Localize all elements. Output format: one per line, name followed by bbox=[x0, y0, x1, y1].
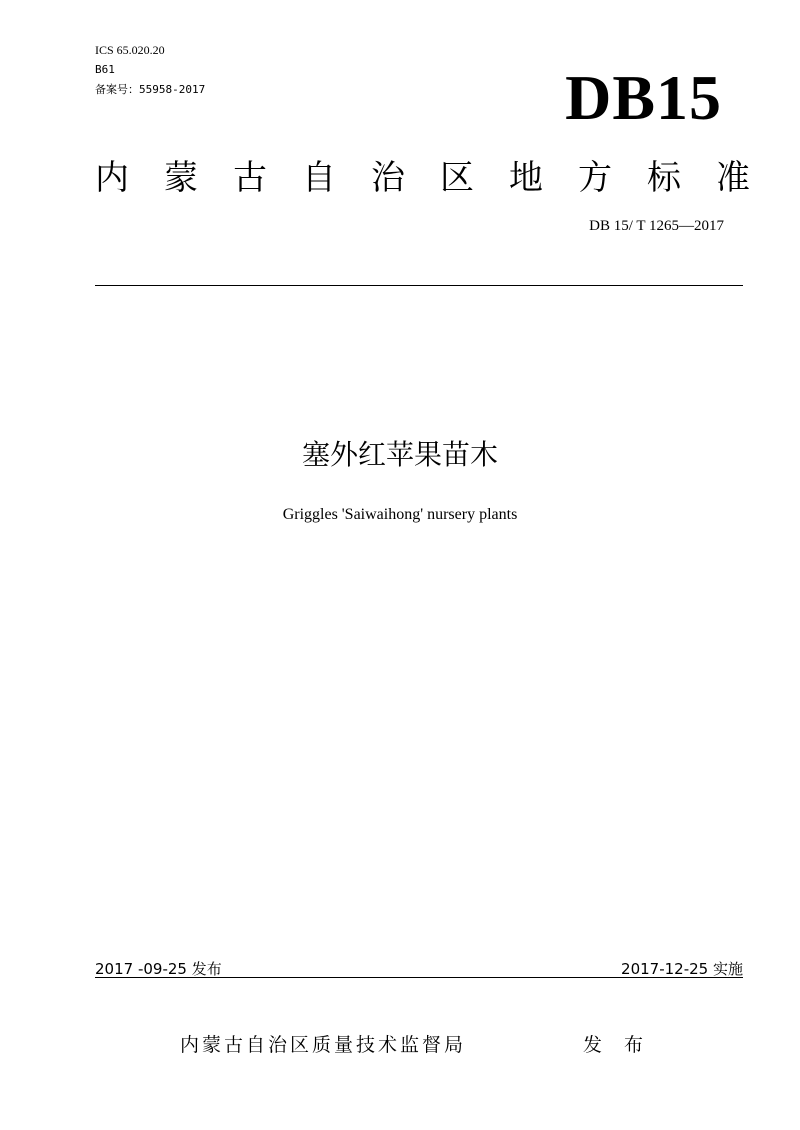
effective-date: 2017-12-25 实施 bbox=[621, 960, 743, 978]
heading-char: 内 bbox=[95, 158, 129, 198]
heading-char: 标 bbox=[647, 158, 681, 198]
release-date: 2017 -09-25 发布 bbox=[95, 960, 222, 978]
document-title-chinese: 塞外红苹果苗木 bbox=[301, 438, 498, 471]
issue-label: 发 布 bbox=[583, 1034, 652, 1056]
heading-char: 蒙 bbox=[164, 158, 198, 198]
filing-number: 备案号：55958-2017 bbox=[95, 83, 206, 96]
ccs-code: B61 bbox=[95, 63, 115, 76]
standard-heading bbox=[95, 158, 750, 198]
heading-char: 地 bbox=[509, 158, 543, 198]
heading-char: 区 bbox=[440, 158, 474, 198]
heading-char: 治 bbox=[371, 158, 405, 198]
standard-number: DB 15/ T 1265—2017 bbox=[589, 218, 724, 234]
heading-char: 古 bbox=[233, 158, 267, 198]
standard-code-logo: DB15 bbox=[565, 62, 722, 133]
document-metadata bbox=[95, 40, 205, 100]
issuing-authority: 内蒙古自治区质量技术监督局 bbox=[180, 1034, 467, 1056]
heading-char: 准 bbox=[716, 158, 750, 198]
document-title-english: Griggles 'Saiwaihong' nursery plants bbox=[282, 506, 518, 523]
bottom-divider bbox=[95, 977, 743, 978]
top-divider bbox=[95, 285, 743, 286]
heading-char: 自 bbox=[302, 158, 336, 198]
ics-code: ICS 65.020.20 bbox=[95, 43, 165, 57]
heading-char: 方 bbox=[578, 158, 612, 198]
